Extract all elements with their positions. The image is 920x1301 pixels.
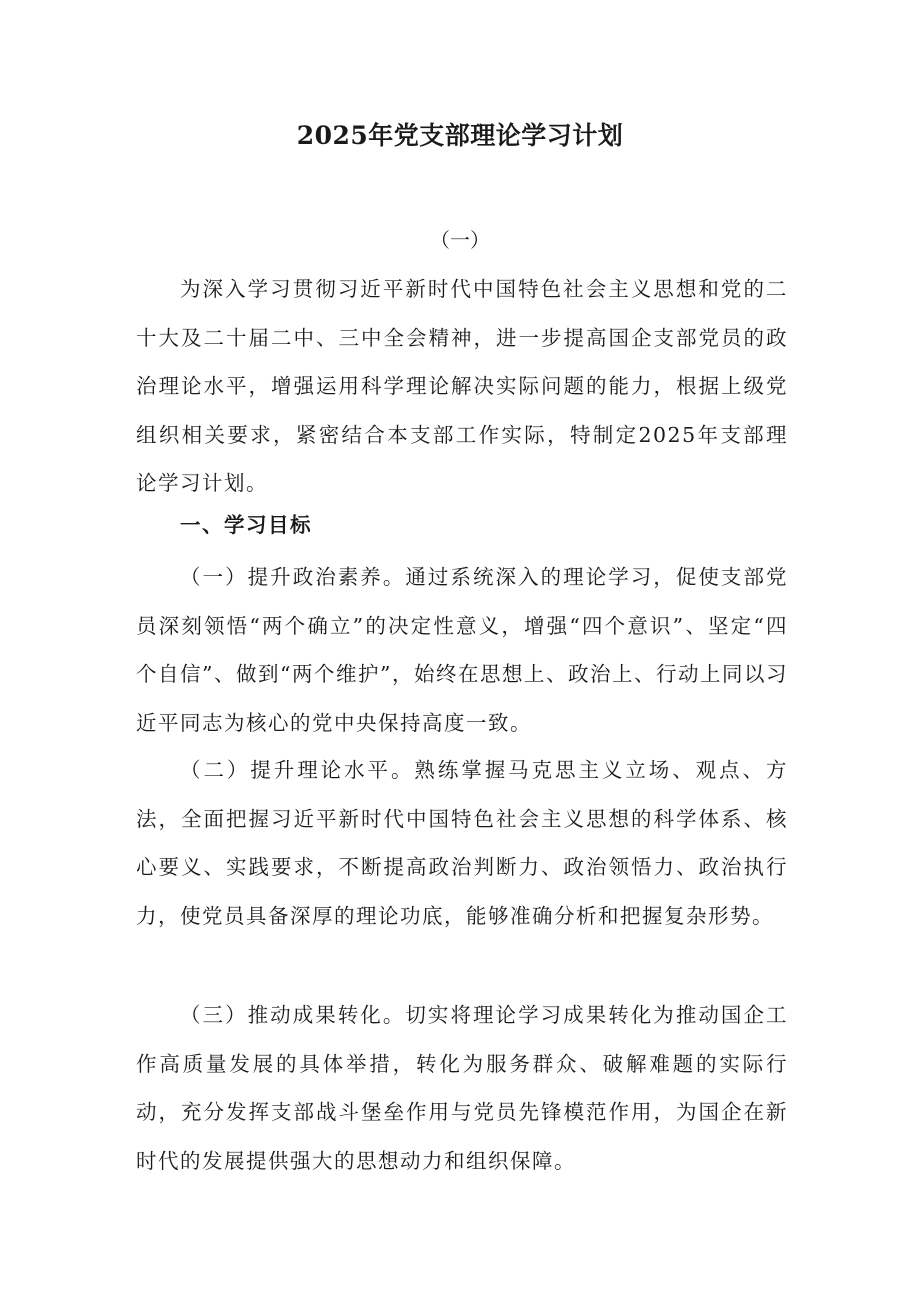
goal-paragraph-3: （三）推动成果转化。切实将理论学习成果转化为推动国企工作高质量发展的具体举措，转化为服务群众、破解难题的实际行动，充分发挥支部战斗堡垒作用与党员先锋模范作用，为国企在新时代的发展提供强大的思想动力和组织保障。: [136, 1003, 788, 1173]
section-number: （一）: [430, 228, 490, 252]
goal-paragraph-1: （一）提升政治素养。通过系统深入的理论学习，促使支部党员深刻领悟“两个确立”的决定性意义，增强“四个意识”、坚定“四个自信”、做到“两个维护”，始终在思想上、政治上、行动上同以习近平同志为核心的党中央保持高度一致。: [136, 565, 788, 735]
goal-paragraph-2: （二）提升理论水平。熟练掌握马克思主义立场、观点、方法，全面把握习近平新时代中国特色社会主义思想的科学体系、核心要义、实践要求，不断提高政治判断力、政治领悟力、政治执行力，使党员具备深厚的理论功底，能够准确分析和把握复杂形势。: [136, 758, 788, 928]
heading-learning-goals: 一、学习目标: [180, 513, 312, 537]
document-title: 2025年党支部理论学习计划: [296, 121, 624, 150]
intro-paragraph: 为深入学习贯彻习近平新时代中国特色社会主义思想和党的二十大及二十届二中、三中全会精神，进一步提高国企支部党员的政治理论水平，增强运用科学理论解决实际问题的能力，根据上级党组织相关要求，紧密结合本支部工作实际，特制定2025年支部理论学习计划。: [136, 277, 788, 495]
